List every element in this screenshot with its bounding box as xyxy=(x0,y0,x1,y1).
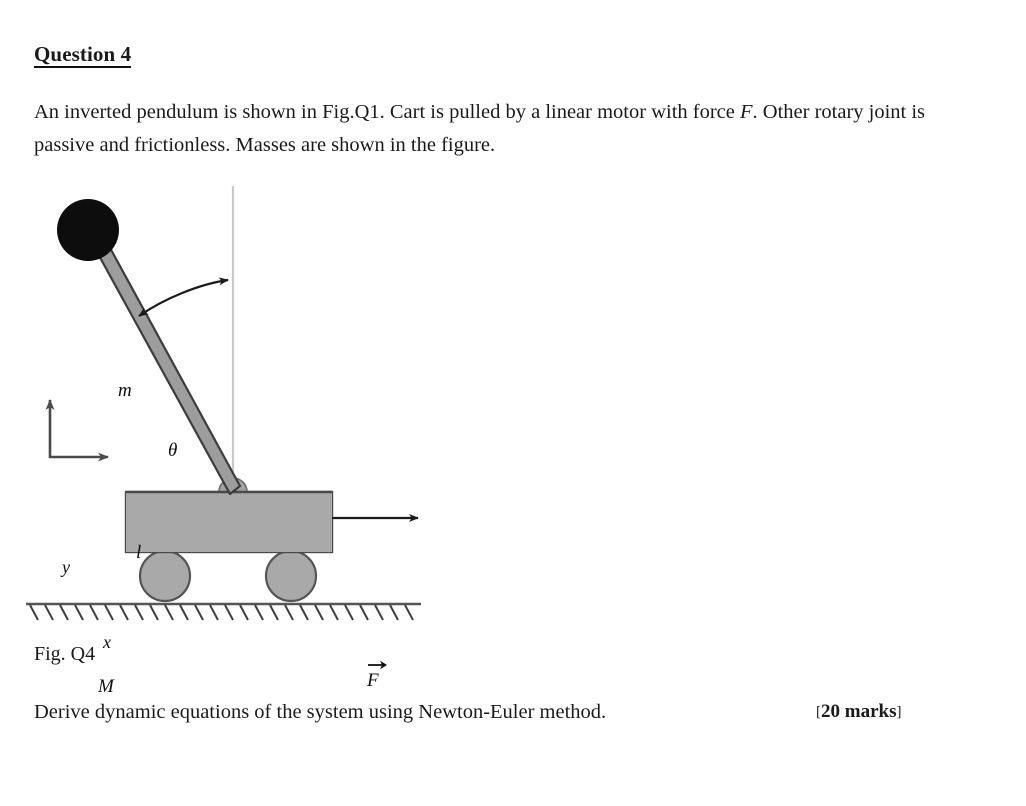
page-title: Question 4 xyxy=(34,43,131,68)
label-force xyxy=(367,670,379,692)
marks-open-bracket: [ xyxy=(816,704,821,720)
figure-canvas xyxy=(0,170,500,630)
label-angle-theta: θ xyxy=(168,440,178,461)
label-axis-x: x xyxy=(103,632,111,652)
body-text-part1: An inverted pendulum is shown in Fig.Q1. Cart is pulled by a linear motor with force xyxy=(34,101,740,123)
label-rod-length: l xyxy=(136,542,142,563)
vector-overline-arrow-icon xyxy=(368,659,387,669)
label-pendulum-mass: m xyxy=(118,380,132,401)
figure-caption: Fig. Q4 xyxy=(34,643,96,665)
angle-arc-arrow xyxy=(139,280,228,316)
cart-body-fill-overlay xyxy=(126,493,332,552)
force-symbol-inline: F xyxy=(740,101,753,123)
cart-wheel-right xyxy=(266,551,316,601)
question-prompt-text: Derive dynamic equations of the system using Newton-Euler method. xyxy=(34,701,607,723)
label-force-text: F xyxy=(367,670,379,691)
question-body-text xyxy=(34,96,934,162)
pendulum-rod xyxy=(86,224,240,494)
label-cart-mass: M xyxy=(98,676,114,697)
label-axis-y: y xyxy=(62,557,70,577)
pendulum-bob xyxy=(57,199,119,261)
ground-hatching xyxy=(30,605,413,620)
marks-close-bracket: ] xyxy=(896,704,902,720)
marks-label: 20 marks xyxy=(821,701,897,722)
cart-wheel-left xyxy=(140,551,190,601)
coordinate-axes xyxy=(49,400,108,458)
body-text-part2: . Other rotary joint is passive and frictionless. Masses are shown in the figure. xyxy=(34,101,926,156)
marks-annotation xyxy=(816,701,901,723)
